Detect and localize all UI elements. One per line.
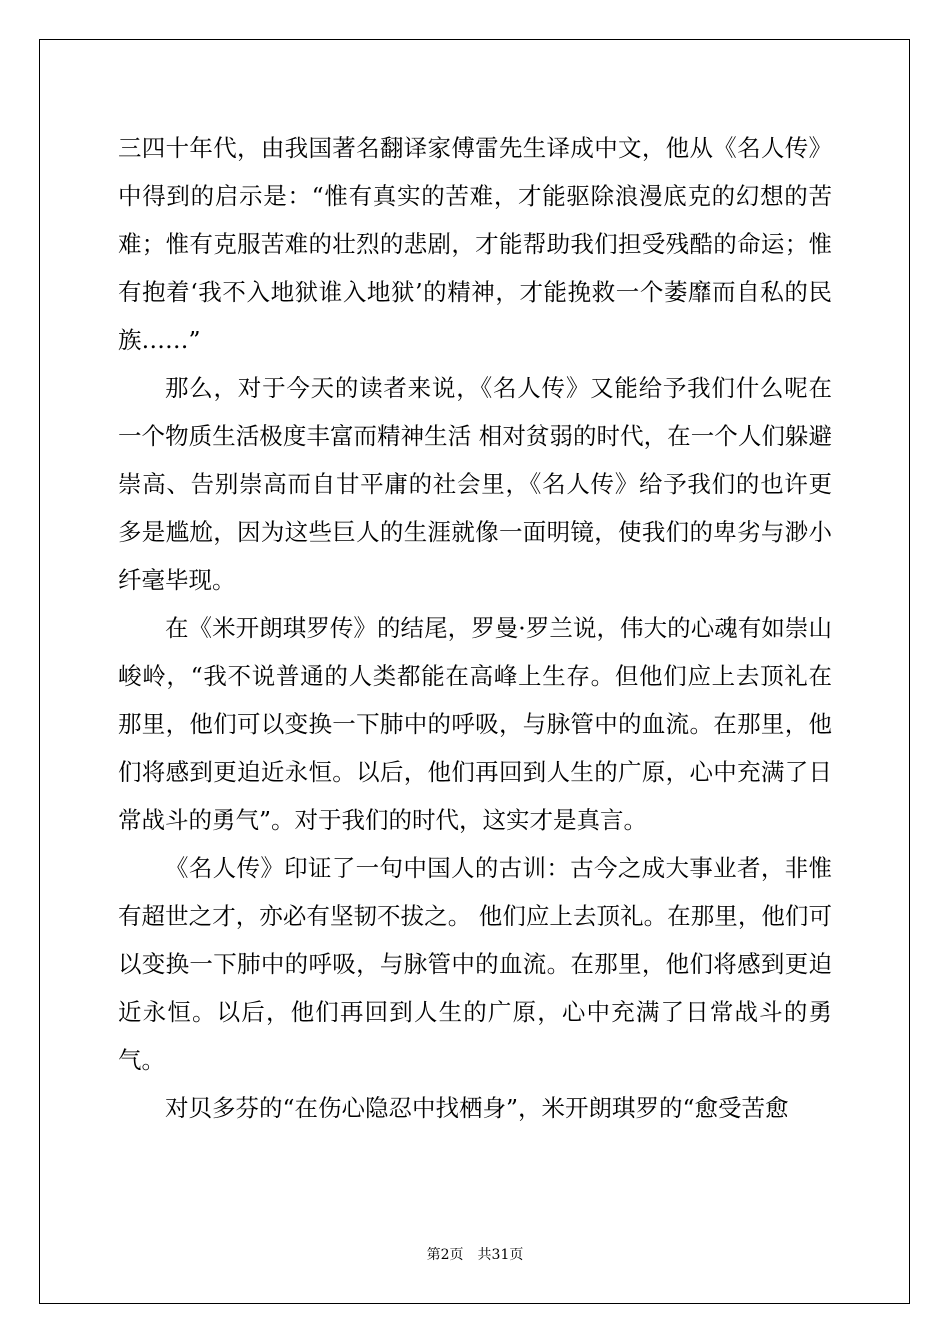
document-body [118, 124, 832, 1132]
paragraph-2: 那么，对于今天的读者来说，《名人传》又能给予我们什么呢在一个物质生活极度丰富而精神生活 相对贫弱的时代，在一个人们躲避崇高、告别崇高而自甘平庸的社会里，《名人传》给予我们的也许更多是尴尬，因为这些巨人的生涯就像一面明镜，使我们的卑劣与渺小纤毫毕现。 [118, 374, 832, 594]
paragraph-3: 在《米开朗琪罗传》的结尾，罗曼·罗兰说，伟大的心魂有如崇山峻岭，“我不说普通的人类都能在高峰上生存。但他们应上去顶礼在那里，他们可以变换一下肺中的呼吸，与脉管中的血流。在那里，他们将感到更迫近永恒。以后，他们再回到人生的广原，心中充满了日常战斗的勇气”。对于我们的时代，这实才是真言。 [118, 614, 832, 834]
page-total: 共31页 [477, 1247, 524, 1263]
page-number: 第2页 [426, 1247, 464, 1263]
paragraph-4: 《名人传》印证了一句中国人的古训：古今之成大事业者，非惟有超世之才，亦必有坚韧不拔之。 他们应上去顶礼。在那里，他们可以变换一下肺中的呼吸，与脉管中的血流。在那里，他们将感到更迫近永恒。以后，他们再回到人生的广原，心中充满了日常战斗的勇气。 [118, 854, 832, 1074]
page-footer [0, 1244, 950, 1264]
paragraph-5: 对贝多芬的“在伤心隐忍中找栖身”，米开朗琪罗的“愈受苦愈 [165, 1094, 789, 1122]
paragraph-1: 三四十年代，由我国著名翻译家傅雷先生译成中文，他从《名人传》中得到的启示是：“惟有真实的苦难，才能驱除浪漫底克的幻想的苦难；惟有克服苦难的壮烈的悲剧，才能帮助我们担受残酷的命运；惟有抱着‘我不入地狱谁入地狱’的精神，才能挽救一个萎靡而自私的民族……” [118, 134, 832, 354]
